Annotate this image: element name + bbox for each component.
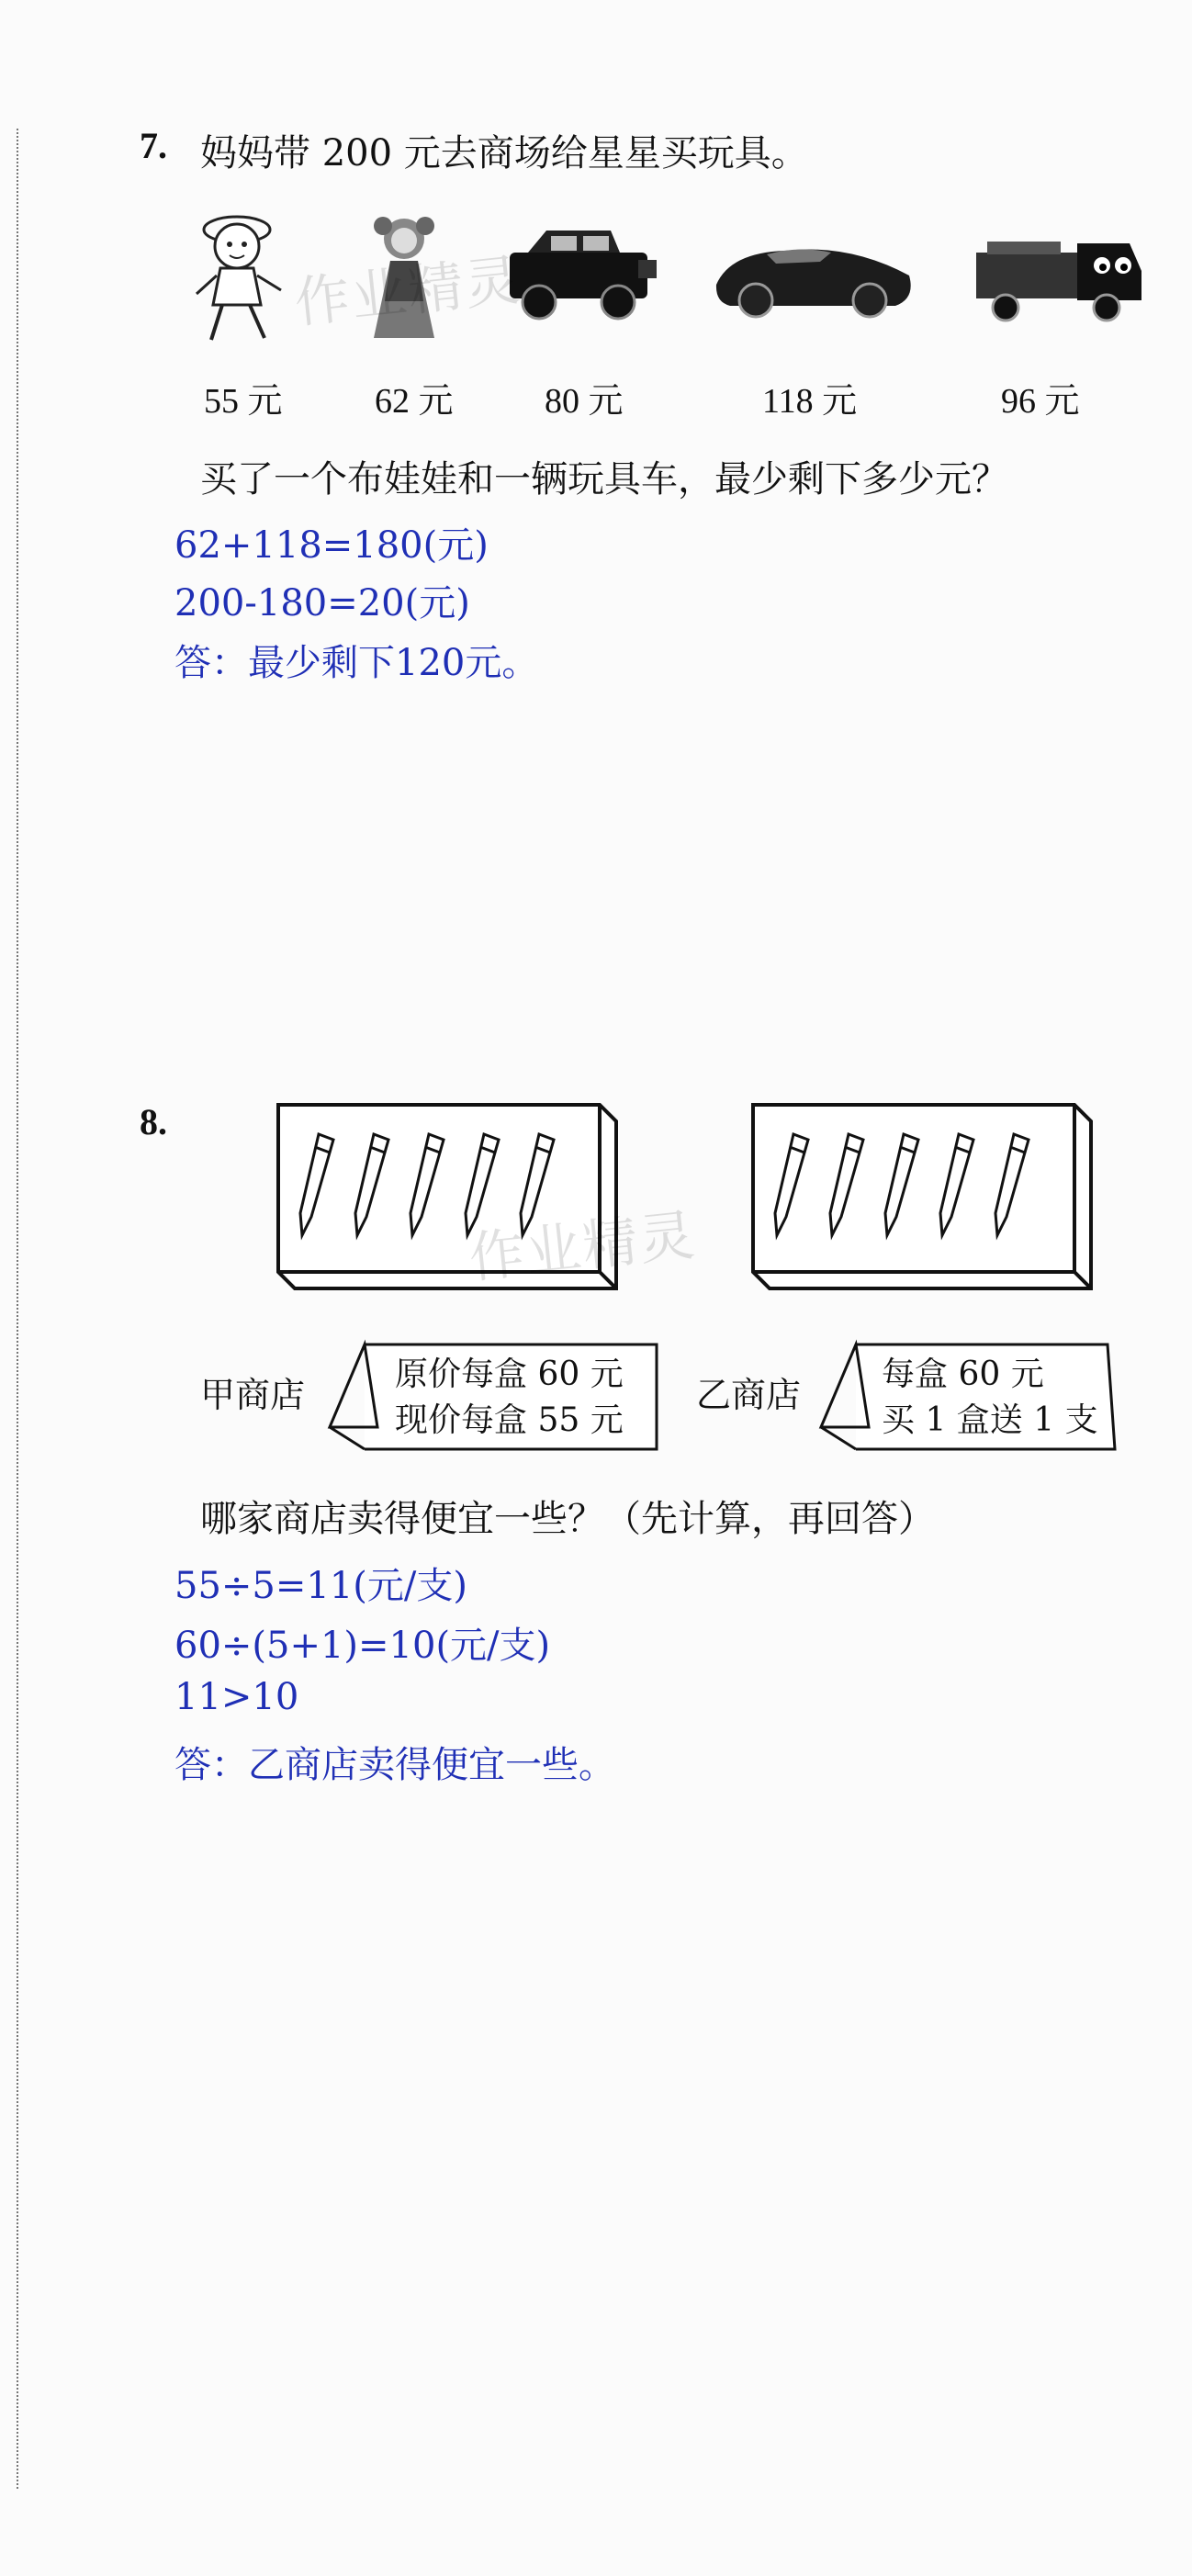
toy-price: 118 元 (762, 382, 858, 421)
answer-line: 答：乙商店卖得便宜一些。 (174, 1744, 615, 1786)
answer-line: 60÷(5+1)=10(元/支) (174, 1625, 551, 1667)
question-8-number: 8. (140, 1101, 167, 1142)
shop-a-line2: 现价每盒 55 元 (395, 1401, 624, 1439)
answer-line: 55÷5=11(元/支) (174, 1565, 467, 1607)
question-7-question: 买了一个布娃娃和一辆玩具车，最少剩下多少元？ (200, 458, 1008, 501)
answer-line: 200-180=20(元) (174, 582, 470, 624)
answer-line: 答：最少剩下120元。 (174, 642, 539, 684)
answer-line: 11>10 (174, 1676, 299, 1718)
watermark-2: 作业精灵 (466, 1203, 700, 1291)
pen-box-b-icon (746, 1097, 1099, 1299)
rag-doll-icon (193, 202, 294, 349)
question-7-text: 妈妈带 200 元去商场给星星买玩具。 (200, 132, 808, 174)
toy-price: 55 元 (204, 382, 283, 421)
sports-car-icon (712, 234, 918, 321)
shop-b-line1: 每盒 60 元 (882, 1355, 1044, 1393)
shop-b-name: 乙商店 (696, 1375, 802, 1415)
question-7-number: 7. (140, 125, 167, 166)
truck-icon (969, 234, 1148, 326)
question-8-question: 哪家商店卖得便宜一些？（先计算，再回答） (200, 1498, 935, 1540)
answer-line: 62+118=180(元) (174, 524, 489, 567)
shop-a-line1: 原价每盒 60 元 (395, 1355, 624, 1393)
shop-a-name: 甲商店 (200, 1375, 306, 1415)
toy-price: 62 元 (375, 382, 454, 421)
watermark: 作业精灵 (291, 248, 525, 336)
shop-b-line2: 买 1 盒送 1 支 (882, 1401, 1098, 1439)
toy-price: 80 元 (545, 382, 624, 421)
toy-price: 96 元 (1001, 382, 1080, 421)
margin-dotted-line (17, 129, 18, 2489)
